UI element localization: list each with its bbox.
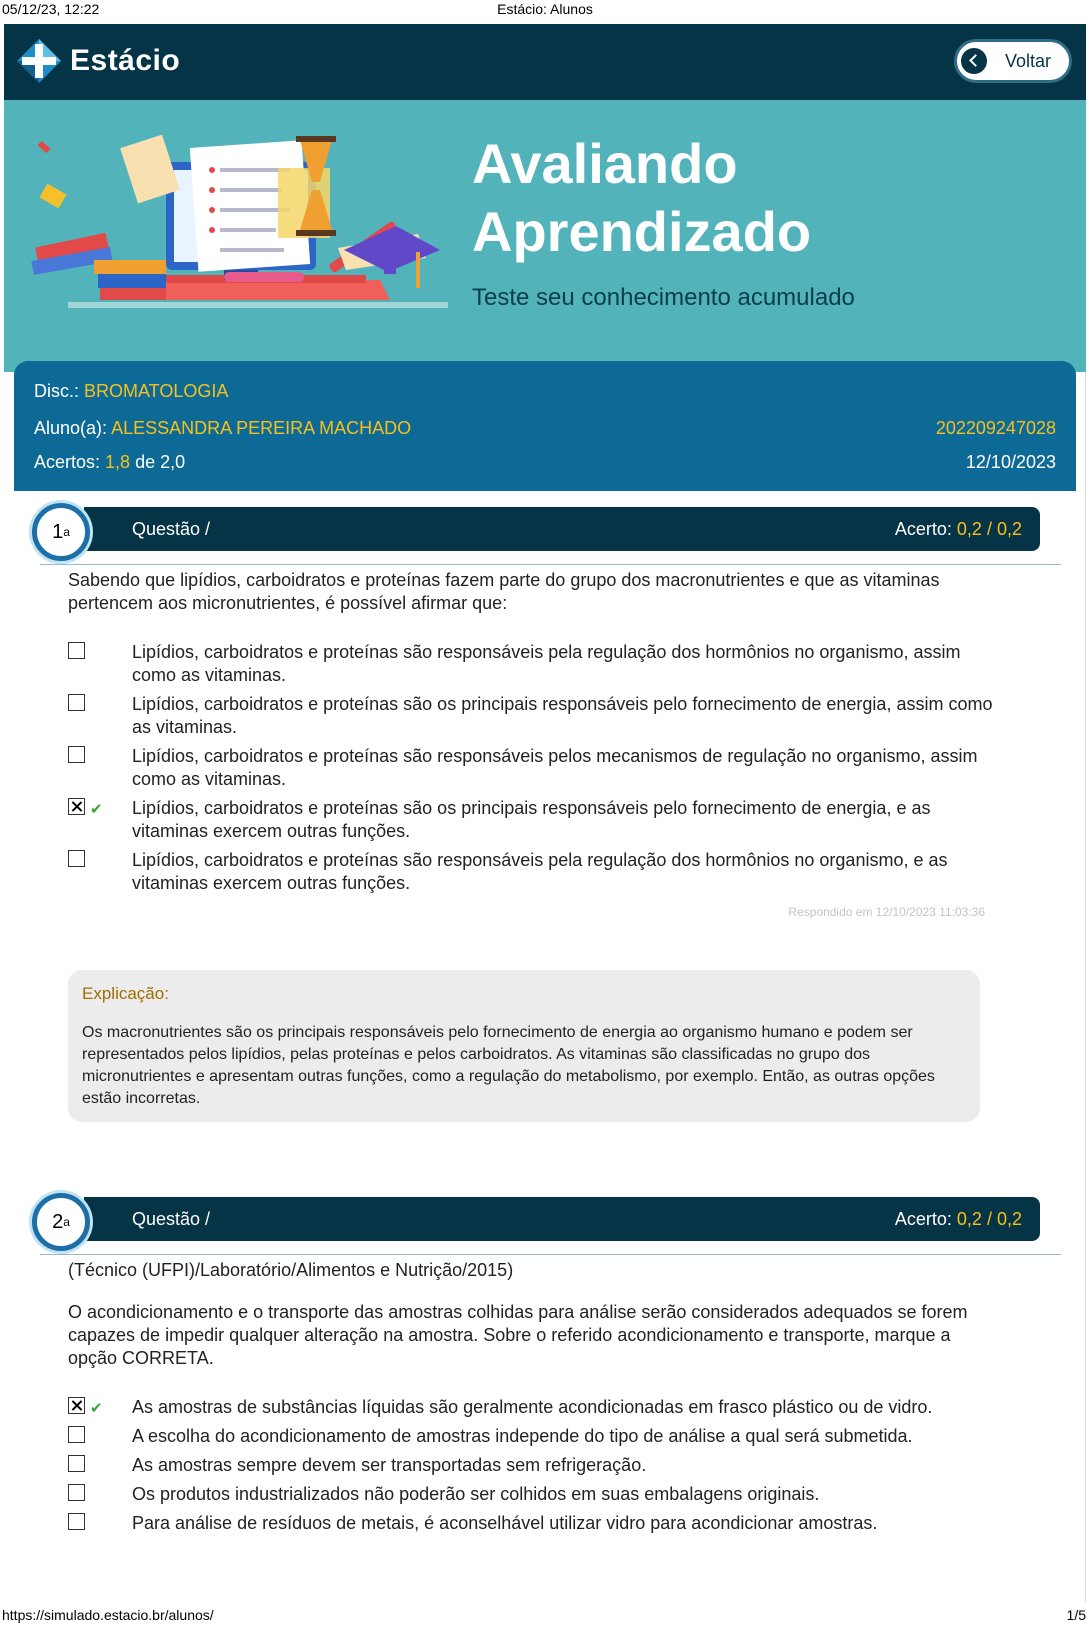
student-info-card [14,361,1076,491]
back-button[interactable] [954,39,1072,83]
checkbox[interactable] [68,746,85,763]
print-footer [0,1605,1090,1627]
question-1-divider [40,564,1061,565]
question-2-label: Questão / [132,1209,211,1229]
question-1-text: Sabendo que lipídios, carboidratos e proteínas fazem parte do grupo dos macronutrientes e que as vitaminas pertencem aos micronutrientes, é possível afirmar que: [68,570,940,613]
question-1-answered-time: Respondido em 12/10/2023 11:03:36 [788,905,985,919]
checkbox[interactable] [68,694,85,711]
chevron-left-icon [961,48,987,74]
print-date: 05/12/23, 12:22 [2,1,100,17]
checkbox[interactable] [68,1426,85,1443]
student-id: 202209247028 [935,418,1056,438]
hero-banner [4,100,1086,372]
discipline-value: BROMATOLOGIA [84,381,229,401]
score-total: de 2,0 [135,452,186,472]
question-1-score-label: Acerto: [894,519,952,539]
question-2-source: (Técnico (UFPI)/Laboratório/Alimentos e Nutrição/2015) [68,1260,514,1280]
option-text: Lipídios, carboidratos e proteínas são os principais responsáveis pelo fornecimento de energia, assim como as vitaminas. [132,694,993,737]
option-text: As amostras de substâncias líquidas são geralmente acondicionadas em frasco plástico ou de vidro. [132,1397,933,1417]
question-1-score-value: 0,2 [956,519,982,539]
option-text: A escolha do acondicionamento de amostras independe do tipo de análise a qual será submetida. [132,1426,913,1446]
student-name: ALESSANDRA PEREIRA MACHADO [111,418,412,438]
top-header [4,24,1086,100]
exam-date: 12/10/2023 [965,452,1056,472]
print-url: https://simulado.estacio.br/alunos/ [2,1607,214,1623]
question-2-score-label: Acerto: [894,1209,952,1229]
discipline-row [34,381,228,402]
question-2-divider [40,1254,1061,1255]
check-icon: ✔ [90,1400,103,1417]
print-title: Estácio: Alunos [497,1,593,17]
checkbox[interactable] [68,1484,85,1501]
question-2-score-sep: / [981,1209,997,1229]
score-label: Acertos: [34,452,101,472]
option-text: As amostras sempre devem ser transportadas sem refrigeração. [132,1455,647,1475]
estacio-logo-icon [16,38,62,84]
banner-subtitle: Teste seu conhecimento acumulado [472,284,855,311]
estacio-logo [16,38,180,84]
question-2-text: O acondicionamento e o transporte das amostras colhidas para análise serão considerados adequados se forem capazes de impedir qualquer alteração na amostra. Sobre o referido acondicionamento e transporte, marque a opção CORRETA. [68,1302,968,1368]
checkbox[interactable] [68,642,85,659]
back-button-label: Voltar [1005,50,1052,71]
question-1-explanation [68,970,980,1122]
question-2-score [895,1209,1022,1230]
checkbox[interactable] [68,1455,85,1472]
print-header [0,0,1090,22]
explanation-title: Explicação: [82,984,169,1003]
option-text: Lipídios, carboidratos e proteínas são os principais responsáveis pelo fornecimento de energia, e as vitaminas exercem outras funções. [132,798,931,841]
question-2-header [32,1197,1050,1243]
print-page-number: 1/5 [1066,1607,1086,1623]
banner-title [472,130,811,266]
student-label: Aluno(a): [34,418,108,438]
student-row [34,418,411,439]
question-1-score [895,519,1022,540]
question-2-bar [84,1197,1040,1241]
banner-title-line1: Avaliando [472,132,738,195]
question-2-score-total: 0,2 [996,1209,1022,1229]
question-1-number-sup: a [63,525,70,539]
question-2-score-value: 0,2 [956,1209,982,1229]
option-text: Os produtos industrializados não poderão ser colhidos em suas embalagens originais. [132,1484,820,1504]
question-1-bar [84,507,1040,551]
question-1-score-sep: / [981,519,997,539]
explanation-body: Os macronutrientes são os principais responsáveis pelo fornecimento de energia ao organismo humano e podem ser representados pelos lipídios, pelas proteínas e pelos carboidratos. As vitaminas são classificadas no grupo dos micronutrientes e apresentam outras funções, como a regulação do metabolismo, por exemplo. Então, as outras opções estão incorretas. [82,1024,935,1107]
score-value: 1,8 [105,452,131,472]
question-1-number-value: 1 [52,520,64,543]
question-2-number-sup: a [63,1215,70,1229]
option-text: Lipídios, carboidratos e proteínas são responsáveis pela regulação dos hormônios no organismo, assim como as vitaminas. [132,642,961,685]
question-1-header [32,507,1050,553]
discipline-label: Disc.: [34,381,79,401]
check-icon: ✔ [90,801,103,818]
study-illustration [28,130,448,330]
checkbox-checked[interactable] [68,798,85,815]
option-text: Lipídios, carboidratos e proteínas são responsáveis pela regulação dos hormônios no organismo, e as vitaminas exercem outras funções. [132,850,948,893]
question-2-number [32,1193,90,1251]
option-text: Para análise de resíduos de metais, é aconselhável utilizar vidro para acondicionar amostras. [132,1513,878,1533]
banner-title-line2: Aprendizado [472,200,812,263]
option-text: Lipídios, carboidratos e proteínas são responsáveis pelos mecanismos de regulação no organismo, assim como as vitaminas. [132,746,978,789]
page [4,24,1086,1602]
question-2-number-value: 2 [52,1210,64,1233]
question-1-score-total: 0,2 [996,519,1022,539]
logo-text: Estácio [70,44,181,77]
checkbox[interactable] [68,1513,85,1530]
score-row [34,452,185,473]
checkbox-checked[interactable] [68,1397,85,1414]
question-1-number [32,503,90,561]
checkbox[interactable] [68,850,85,867]
question-1-label: Questão / [132,519,211,539]
